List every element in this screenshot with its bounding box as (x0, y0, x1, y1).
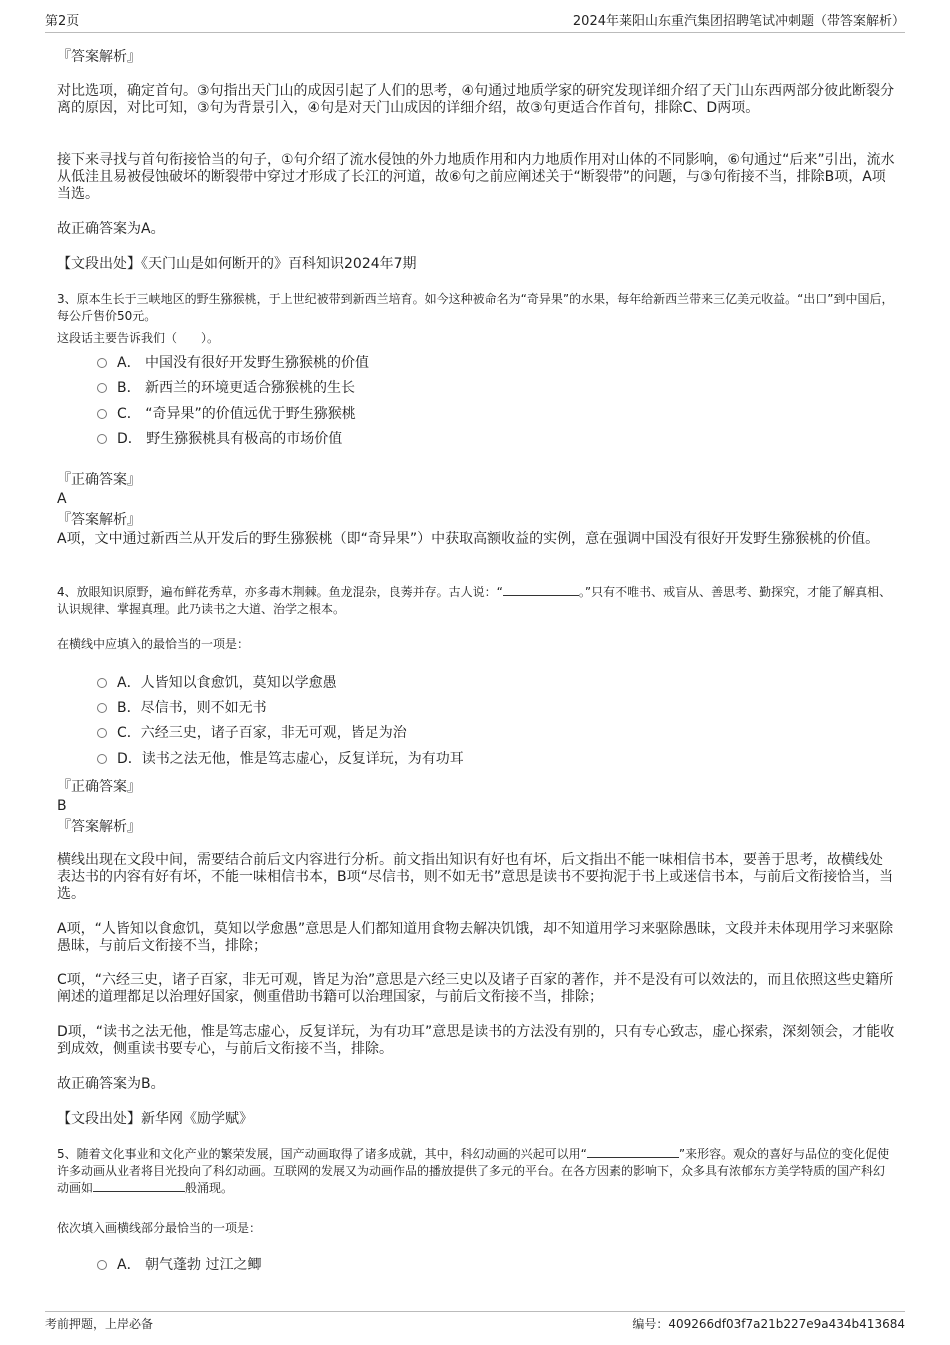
correct-answer-label: 『正确答案』 (57, 779, 141, 795)
document-title: 2024年莱阳山东重汽集团招聘笔试冲刺题（带答案解析） (572, 14, 905, 29)
conclusion: 故正确答案为B。 (57, 1076, 165, 1092)
analysis-paragraph: D项，“读书之法无他，惟是笃志虚心，反复详玩，为有功耳”意思是读书的方法没有别的，只有专心致志，虚心探索，深刻领会，才能收到成效，侧重读书要专心，与前后文衔接不当，排除。 (57, 1024, 895, 1057)
stem-text: 。”只有不唯书、戒盲从、善思考、勤探究，才能了解真相、认识规律、掌握真理。此乃读书之大道、治学之根本。 (57, 585, 892, 616)
option-b[interactable] (97, 379, 355, 397)
correct-answer-label: 『正确答案』 (57, 472, 141, 488)
option-label: A． 中国没有很好开发野生猕猴桃的价值 (117, 355, 370, 371)
option-b[interactable] (97, 699, 267, 717)
option-c[interactable] (97, 724, 407, 742)
option-a[interactable] (97, 674, 337, 692)
option-d[interactable] (97, 430, 342, 448)
analysis-label: 『答案解析』 (57, 819, 141, 835)
analysis-paragraph: 对比选项，确定首句。③句指出天门山的成因引起了人们的思考，④句通过地质学家的研究发现详细介绍了天门山东西两部分彼此断裂分离的原因，对比可知，③句为背景引入，④句是对天门山成因的详细介绍，故③句更适合作首句，排除C、D两项。 (57, 83, 895, 116)
conclusion: 故正确答案为A。 (57, 221, 165, 237)
option-label: D． 野生猕猴桃具有极高的市场价值 (117, 431, 343, 447)
analysis-paragraph: C项，“六经三史，诸子百家，非无可观，皆足为治”意思是六经三史以及诸子百家的著作，并不是没有可以效法的，而且依照这些史籍所阐述的道理都足以治理好国家，侧重借助书籍可以治理国家，与前后文衔接不当，排除； (57, 972, 894, 1005)
source-citation: 【文段出处】新华网《励学赋》 (57, 1111, 253, 1127)
stem-text: ”来形容。观众的喜好与品位的变化促使许多动画从业者将目光投向了科幻动画。互联网的发展又为动画作品的播放提供了多元的平台。在各方因素的影响下，众多具有浓郁东方美学特质的国产科幻动画如 (57, 1147, 890, 1195)
option-label: B．尽信书，则不如无书 (117, 700, 267, 716)
analysis-paragraph: 横线出现在文段中间，需要结合前后文内容进行分析。前文指出知识有好也有坏，后文指出不能一味相信书本，要善于思考，故横线处表达书的内容有好有坏，不能一味相信书本，B项“尽信书，则不如无书”意思是读书不要拘泥于书上或迷信书本，与前后文衔接恰当，当选。 (57, 852, 894, 902)
radio-icon[interactable] (97, 409, 107, 419)
page-number: 第2页 (45, 14, 80, 29)
radio-icon[interactable] (97, 754, 107, 764)
fill-blank (503, 595, 579, 596)
fill-blank (587, 1157, 679, 1158)
option-label: B． 新西兰的环境更适合猕猴桃的生长 (117, 380, 356, 396)
option-label: A． 朝气蓬勃 过江之鲫 (117, 1257, 262, 1273)
option-a[interactable] (97, 1256, 261, 1274)
analysis-paragraph: A项，文中通过新西兰从开发后的野生猕猴桃（即“奇异果”）中获取高额收益的实例，意在强调中国没有很好开发野生猕猴桃的价值。 (57, 531, 880, 547)
correct-answer: B (57, 798, 67, 814)
page-header (45, 12, 905, 33)
option-label: A．人皆知以食愈饥，莫知以学愈愚 (117, 675, 337, 691)
source-citation: 【文段出处】《天门山是如何断开的》百科知识2024年7期 (57, 256, 417, 272)
question-prompt: 在横线中应填入的最恰当的一项是： (57, 637, 250, 651)
radio-icon[interactable] (97, 678, 107, 688)
radio-icon[interactable] (97, 358, 107, 368)
radio-icon[interactable] (97, 728, 107, 738)
analysis-paragraph: 接下来寻找与首句衔接恰当的句子，①句介绍了流水侵蚀的外力地质作用和内力地质作用对山体的不同影响，⑥句通过“后来”引出，流水从低洼且易被侵蚀破坏的断裂带中穿过才形成了长江的河道，故⑥句之前应阐述关于“断裂带”的问题，与③句衔接不当，排除B项，A项当选。 (57, 152, 895, 202)
question-prompt: 依次填入画横线部分最恰当的一项是： (57, 1221, 262, 1235)
option-a[interactable] (97, 354, 369, 372)
analysis-label: 『答案解析』 (57, 512, 141, 528)
option-label: C．六经三史，诸子百家，非无可观，皆足为治 (117, 725, 407, 741)
document-id: 编号：409266df03f7a21b227e9a434b413684 (632, 1317, 905, 1331)
fill-blank (93, 1191, 185, 1192)
option-label: C． “奇异果”的价值远优于野生猕猴桃 (117, 406, 356, 422)
radio-icon[interactable] (97, 383, 107, 393)
option-c[interactable] (97, 405, 356, 423)
correct-answer: A (57, 491, 67, 507)
stem-text: 4、放眼知识原野，遍布鲜花秀草，亦多毒木荆棘。鱼龙混杂，良莠并存。古人说：“ (57, 585, 503, 599)
option-label: D．读书之法无他，惟是笃志虚心，反复详玩，为有功耳 (117, 751, 464, 767)
question-stem (57, 1146, 895, 1197)
radio-icon[interactable] (97, 703, 107, 713)
question-prompt: 这段话主要告诉我们（ ）。 (57, 331, 220, 345)
question-stem (57, 584, 895, 618)
stem-text: 般涌现。 (185, 1181, 234, 1195)
radio-icon[interactable] (97, 434, 107, 444)
option-d[interactable] (97, 750, 464, 768)
page-footer (45, 1311, 905, 1334)
radio-icon[interactable] (97, 1260, 107, 1270)
stem-text: 5、随着文化事业和文化产业的繁荣发展，国产动画取得了诸多成就，其中，科幻动画的兴起可以用“ (57, 1147, 587, 1161)
footer-slogan: 考前押题，上岸必备 (45, 1317, 154, 1331)
analysis-paragraph: A项，“人皆知以食愈饥，莫知以学愈愚”意思是人们都知道用食物去解决饥饿，却不知道用学习来驱除愚昧，文段并未体现用学习来驱除愚昧，与前后文衔接不当，排除； (57, 921, 894, 954)
analysis-label: 『答案解析』 (57, 49, 141, 65)
question-stem: 3、原本生长于三峡地区的野生猕猴桃，于上世纪被带到新西兰培育。如今这种被命名为“奇异果”的水果，每年给新西兰带来三亿美元收益。“出口”到中国后，每公斤售价50元。 (57, 292, 894, 323)
